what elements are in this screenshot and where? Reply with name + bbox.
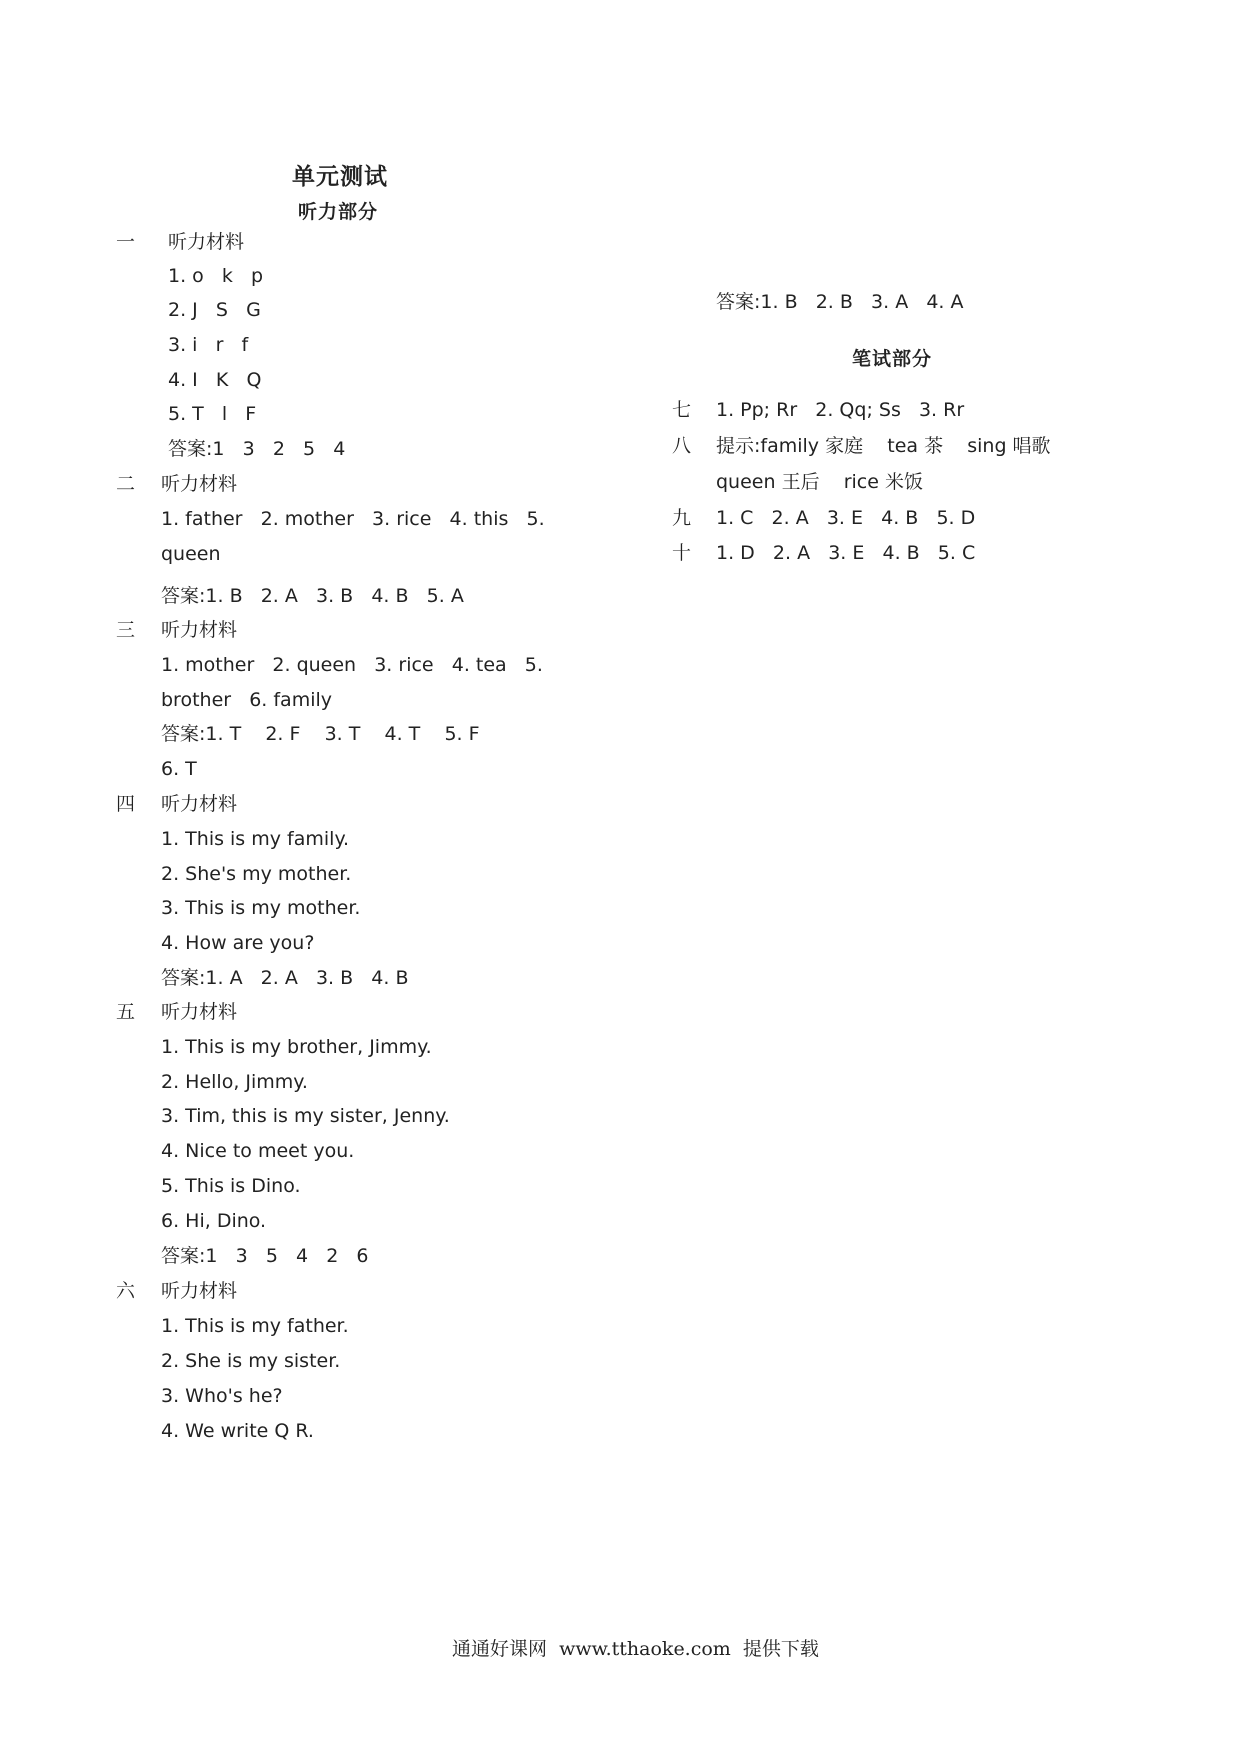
section4-line-2: 2. She's my mother. <box>161 863 352 885</box>
section7-number: 七 <box>672 399 692 421</box>
section2-answer: 答案:1. B 2. A 3. B 4. B 5. A <box>161 585 464 607</box>
section2-line-1: 1. father 2. mother 3. rice 4. this 5. <box>161 508 545 530</box>
section2-line-2: queen <box>161 543 221 565</box>
section1-line-3: 3. i r f <box>168 334 249 356</box>
section4-number: 四 <box>116 793 136 815</box>
section4-label: 听力材料 <box>161 793 238 815</box>
listening-heading: 听力部分 <box>298 201 379 223</box>
section3-line-1: 1. mother 2. queen 3. rice 4. tea 5. <box>161 654 543 676</box>
section5-line-1: 1. This is my brother, Jimmy. <box>161 1036 432 1058</box>
section5-line-3: 3. Tim, this is my sister, Jenny. <box>161 1105 450 1127</box>
section3-number: 三 <box>116 619 136 641</box>
section5-line-2: 2. Hello, Jimmy. <box>161 1071 308 1093</box>
section3-label: 听力材料 <box>161 619 238 641</box>
section3-answer-cont: 6. T <box>161 758 197 780</box>
writing-heading: 笔试部分 <box>852 348 933 370</box>
section1-line-5: 5. T l F <box>168 403 257 425</box>
section10-text: 1. D 2. A 3. E 4. B 5. C <box>716 542 976 564</box>
section5-line-4: 4. Nice to meet you. <box>161 1140 355 1162</box>
section1-line-2: 2. J S G <box>168 299 261 321</box>
section1-number: 一 <box>116 231 136 253</box>
section1-answer: 答案:1 3 2 5 4 <box>168 438 346 460</box>
section6-line-2: 2. She is my sister. <box>161 1350 341 1372</box>
section6-line-1: 1. This is my father. <box>161 1315 349 1337</box>
section6-label: 听力材料 <box>161 1280 238 1302</box>
section5-number: 五 <box>116 1001 136 1023</box>
section5-label: 听力材料 <box>161 1001 238 1023</box>
section10-number: 十 <box>672 542 692 564</box>
section3-answer: 答案:1. T 2. F 3. T 4. T 5. F <box>161 723 480 745</box>
section6-line-4: 4. We write Q R. <box>161 1420 314 1442</box>
section9-text: 1. C 2. A 3. E 4. B 5. D <box>716 507 976 529</box>
section4-line-1: 1. This is my family. <box>161 828 350 850</box>
section6-number: 六 <box>116 1280 136 1302</box>
section9-number: 九 <box>672 507 692 529</box>
section1-line-4: 4. I K Q <box>168 369 262 391</box>
section6-line-3: 3. Who's he? <box>161 1385 283 1407</box>
section5-answer: 答案:1 3 5 4 2 6 <box>161 1245 369 1267</box>
section4-answer: 答案:1. A 2. A 3. B 4. B <box>161 967 409 989</box>
section4-line-3: 3. This is my mother. <box>161 897 361 919</box>
section3-line-2: brother 6. family <box>161 689 332 711</box>
section5-line-6: 6. Hi, Dino. <box>161 1210 267 1232</box>
section8-number: 八 <box>672 435 692 457</box>
page-title: 单元测试 <box>292 164 388 190</box>
section4-line-4: 4. How are you? <box>161 932 315 954</box>
section5-line-5: 5. This is Dino. <box>161 1175 301 1197</box>
section6-answer: 答案:1. B 2. B 3. A 4. A <box>716 291 964 313</box>
section8-text: 提示:family 家庭 tea 茶 sing 唱歌 <box>716 435 1051 457</box>
section1-label: 听力材料 <box>168 231 245 253</box>
section2-number: 二 <box>116 473 136 495</box>
section8-text-cont: queen 王后 rice 米饭 <box>716 471 923 493</box>
section1-line-1: 1. o k p <box>168 265 264 287</box>
section7-text: 1. Pp; Rr 2. Qq; Ss 3. Rr <box>716 399 965 421</box>
section2-label: 听力材料 <box>161 473 238 495</box>
footer-source: 通通好课网 www.tthaoke.com 提供下载 <box>452 1638 819 1660</box>
